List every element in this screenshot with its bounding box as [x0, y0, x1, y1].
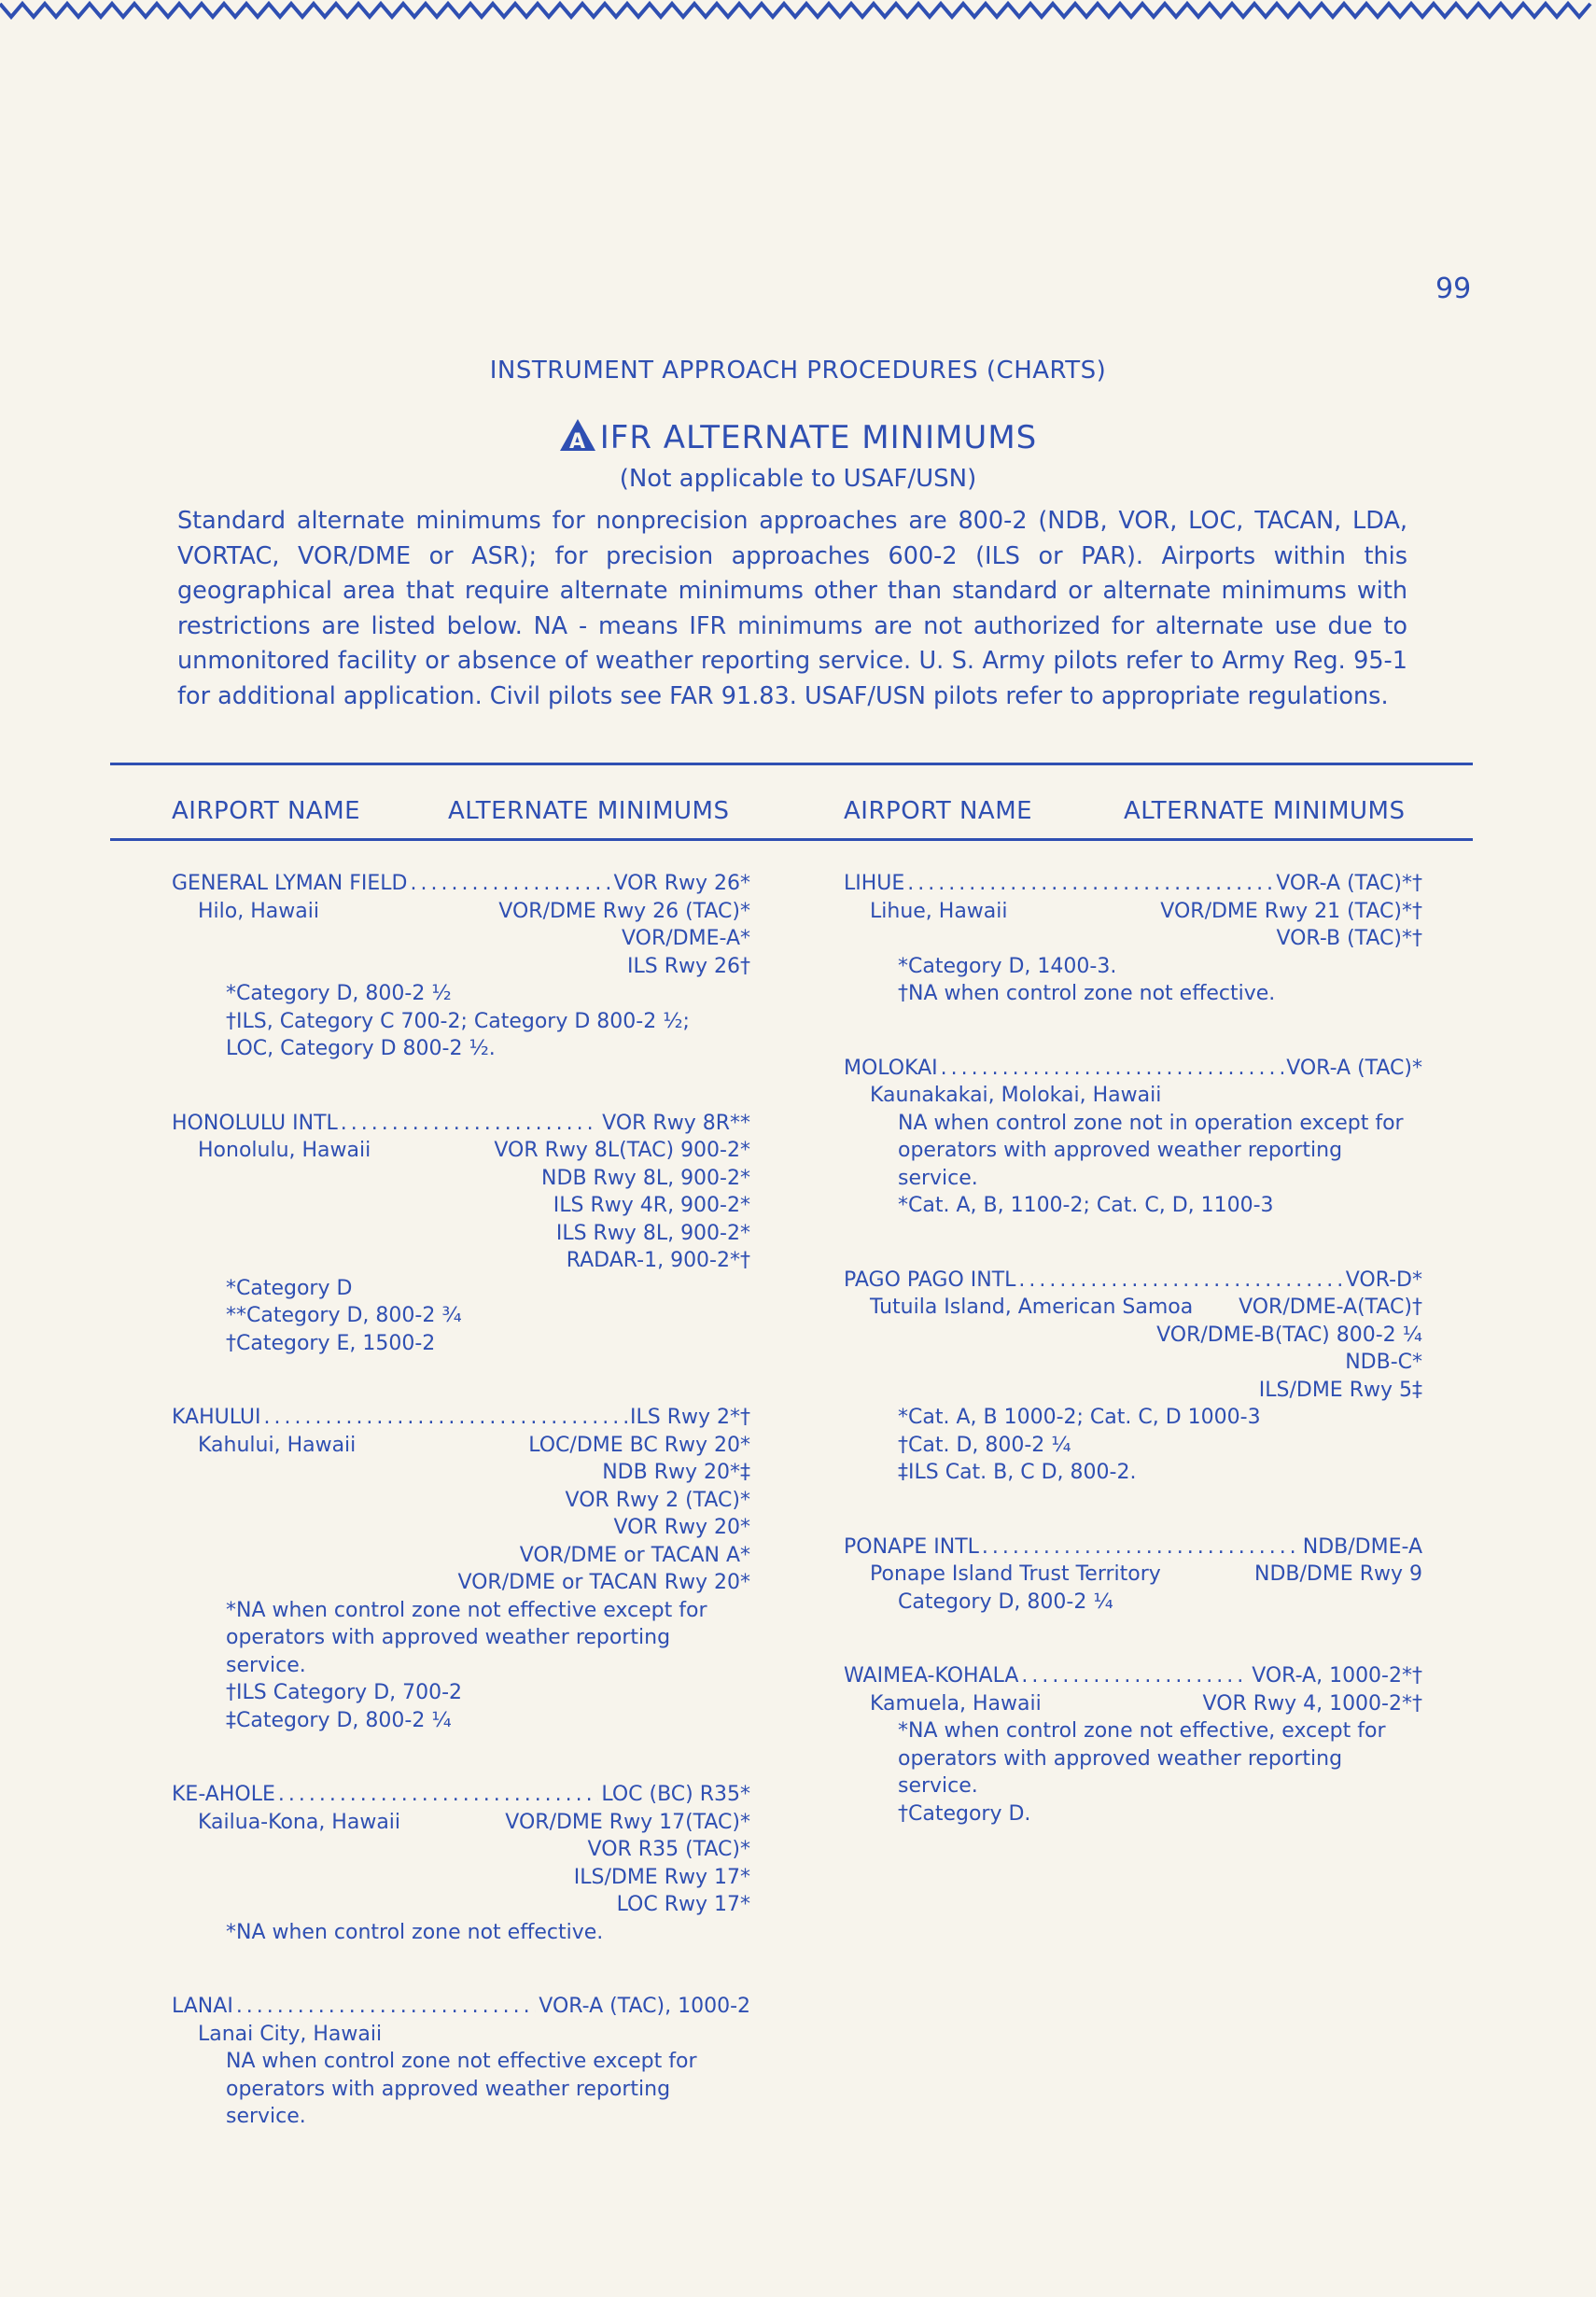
alternate-minimum: ILS Rwy 4R, 900-2*: [553, 1194, 750, 1217]
chart-section-heading: INSTRUMENT APPROACH PROCEDURES (CHARTS): [489, 357, 1107, 385]
airport-location: Honolulu, Hawaii: [198, 1139, 371, 1162]
airport-location: Kaunakakai, Molokai, Hawaii: [870, 1084, 1162, 1107]
alternate-minimum: VOR Rwy 20*: [613, 1516, 750, 1539]
right-column: [844, 870, 1422, 1874]
entry-note: *Cat. A, B, 1100-2; Cat. C, D, 1100-3: [898, 1194, 1274, 1217]
leader-dots: [236, 1993, 536, 2021]
airport-entry-lihue: [844, 870, 1422, 1008]
left-airport-name-header: AIRPORT NAME: [172, 797, 361, 825]
airport-name: PAGO PAGO INTL: [844, 1268, 1016, 1292]
entry-note: *NA when control zone not effective, except for operators with approved weather reporting service.: [898, 1719, 1386, 1798]
airport-location: Hilo, Hawaii: [198, 899, 319, 923]
entry-note: †Cat. D, 800-2 ¼: [898, 1433, 1071, 1457]
leader-dots: [941, 1055, 1284, 1083]
airport-entry-pago-pago-intl: [844, 1267, 1422, 1487]
airport-name: MOLOKAI: [844, 1056, 938, 1080]
airport-location: Kailua-Kona, Hawaii: [198, 1810, 401, 1834]
airport-entry-waimea-kohala: [844, 1662, 1422, 1828]
airport-entry-kahului: [172, 1404, 750, 1734]
alternate-minimum: VOR/DME-B(TAC) 800-2 ¼: [1156, 1323, 1422, 1347]
entry-note: *Cat. A, B 1000-2; Cat. C, D 1000-3: [898, 1406, 1261, 1429]
alternate-minimum: NDB Rwy 8L, 900-2*: [541, 1166, 750, 1190]
page-number: 99: [1435, 273, 1472, 305]
airport-name: LANAI: [172, 1995, 233, 2018]
alternate-minimums-triangle-icon: [559, 418, 596, 452]
entry-note: *Category D, 1400-3.: [898, 954, 1117, 978]
alternate-minimum: VOR/DME or TACAN Rwy 20*: [457, 1571, 750, 1594]
left-alternate-minimums-header: ALTERNATE MINIMUMS: [448, 797, 730, 825]
alternate-minimum: ILS Rwy 26†: [627, 954, 750, 978]
entry-note: *Category D, 800-2 ½: [226, 982, 452, 1005]
alternate-minimum: LOC Rwy 17*: [616, 1893, 750, 1916]
entry-note: †ILS, Category C 700-2; Category D 800-2 ½;: [226, 1009, 690, 1033]
leader-dots: [1021, 1662, 1249, 1690]
alternate-minimum: VOR-A, 1000-2*†: [1252, 1664, 1422, 1688]
alternate-minimum: VOR Rwy 26*: [613, 872, 750, 895]
airport-name: KE-AHOLE: [172, 1783, 275, 1806]
entry-note: ‡Category D, 800-2 ¼: [226, 1708, 452, 1732]
alternate-minimum: VOR/DME Rwy 26 (TAC)*: [498, 899, 750, 923]
entry-note: *Category D: [226, 1276, 353, 1300]
alternate-minimum: VOR-A (TAC)*: [1286, 1056, 1422, 1080]
header-rule-top: [110, 763, 1473, 765]
page-title: [0, 418, 1596, 456]
leader-dots: [982, 1534, 1300, 1562]
alternate-minimum: VOR-A (TAC), 1000-2: [539, 1995, 750, 2018]
page-title-text: IFR ALTERNATE MINIMUMS: [599, 419, 1038, 456]
alternate-minimum: NDB-C*: [1345, 1351, 1422, 1374]
entry-note: LOC, Category D 800-2 ½.: [226, 1037, 496, 1060]
triangle-letter: A: [568, 430, 586, 452]
alternate-minimum: VOR/DME Rwy 17(TAC)*: [505, 1810, 750, 1834]
alternate-minimum: ILS Rwy 8L, 900-2*: [555, 1221, 750, 1245]
airport-name: GENERAL LYMAN FIELD: [172, 872, 408, 895]
alternate-minimum: VOR-A (TAC)*†: [1276, 872, 1422, 895]
alternate-minimum: ILS/DME Rwy 5‡: [1258, 1378, 1422, 1402]
header-rule-bottom: [110, 838, 1473, 841]
alternate-minimum: VOR-D*: [1345, 1268, 1422, 1292]
airport-entry-general-lyman-field: [172, 870, 750, 1063]
airport-name: LIHUE: [844, 872, 905, 895]
left-column: [172, 870, 750, 2178]
entry-note: *NA when control zone not effective except for operators with approved weather reporting service.: [226, 1598, 707, 1677]
leader-dots: [278, 1781, 598, 1809]
airport-name: HONOLULU INTL: [172, 1111, 338, 1135]
airport-entry-lanai: [172, 1993, 750, 2131]
airport-location: Tutuila Island, American Samoa: [870, 1296, 1194, 1319]
leader-dots: [907, 870, 1273, 898]
alternate-minimum: RADAR-1, 900-2*†: [566, 1249, 750, 1272]
airport-name: KAHULUI: [172, 1406, 261, 1429]
alternate-minimum: NDB/DME Rwy 9: [1253, 1562, 1422, 1586]
alternate-minimum: LOC/DME BC Rwy 20*: [528, 1433, 750, 1457]
intro-paragraph: Standard alternate minimums for nonprecision approaches are 800-2 (NDB, VOR, LOC, TACAN, LDA, VORTAC, VOR/DME or ASR); for precision approaches 600-2 (ILS or PAR). Airports within this geographical area that require alternate minimums other than standard or alternate minimums with restrictions are listed below. NA - means IFR minimums are not authorized for alternate use due to unmonitored facility or absence of weather reporting service. U. S. Army pilots refer to Army Reg. 95-1 for additional application. Civil pilots see FAR 91.83. USAF/USN pilots refer to appropriate regulations.: [177, 507, 1407, 710]
entry-note: †Category E, 1500-2: [226, 1331, 436, 1355]
entry-note: Category D, 800-2 ¼: [898, 1590, 1113, 1614]
alternate-minimum: VOR/DME-A*: [621, 927, 750, 950]
alternate-minimum: VOR Rwy 8R**: [602, 1111, 750, 1135]
airport-name: PONAPE INTL: [844, 1534, 979, 1559]
entry-note: †NA when control zone not effective.: [898, 982, 1276, 1005]
alternate-minimum: NDB/DME-A: [1302, 1534, 1422, 1559]
alternate-minimum: VOR/DME-A(TAC)†: [1239, 1296, 1422, 1319]
alternate-minimum: VOR/DME or TACAN A*: [519, 1543, 750, 1567]
airport-location: Ponape Island Trust Territory: [870, 1562, 1161, 1586]
airport-entry-ke-ahole: [172, 1781, 750, 1946]
entry-note: **Category D, 800-2 ¾: [226, 1304, 462, 1327]
alternate-minimum: VOR Rwy 8L(TAC) 900-2*: [494, 1139, 750, 1162]
airport-location: Lanai City, Hawaii: [198, 2022, 383, 2046]
entry-note: †Category D.: [898, 1801, 1031, 1826]
alternate-minimum: LOC (BC) R35*: [601, 1783, 750, 1806]
entry-note: ‡ILS Cat. B, C D, 800-2.: [898, 1461, 1137, 1484]
entry-note: †ILS Category D, 700-2: [226, 1681, 463, 1704]
alternate-minimum: VOR/DME Rwy 21 (TAC)*†: [1160, 899, 1422, 923]
airport-name: WAIMEA-KOHALA: [844, 1664, 1019, 1688]
entry-note: NA when control zone not in operation except for operators with approved weather reporting service.: [898, 1111, 1404, 1190]
alternate-minimum: ILS Rwy 2*†: [630, 1406, 750, 1429]
page-subtitle: (Not applicable to USAF/USN): [619, 465, 977, 493]
zigzag-border: [0, 0, 1596, 24]
leader-dots: [341, 1110, 599, 1138]
alternate-minimum: VOR-B (TAC)*†: [1276, 927, 1422, 950]
leader-dots: [411, 870, 611, 898]
right-alternate-minimums-header: ALTERNATE MINIMUMS: [1124, 797, 1406, 825]
alternate-minimum: VOR R35 (TAC)*: [587, 1838, 750, 1861]
alternate-minimum: VOR Rwy 4, 1000-2*†: [1202, 1691, 1422, 1716]
airport-entry-honolulu-intl: [172, 1110, 750, 1358]
airport-entry-ponape-intl: [844, 1534, 1422, 1617]
airport-location: Kamuela, Hawaii: [870, 1691, 1042, 1716]
leader-dots: [1018, 1267, 1342, 1295]
airport-location: Kahului, Hawaii: [198, 1433, 357, 1457]
airport-location: Lihue, Hawaii: [870, 899, 1008, 923]
alternate-minimum: NDB Rwy 20*‡: [602, 1461, 750, 1484]
entry-note: *NA when control zone not effective.: [226, 1920, 604, 1944]
leader-dots: [264, 1404, 628, 1432]
right-airport-name-header: AIRPORT NAME: [844, 797, 1033, 825]
airport-entry-molokai: [844, 1055, 1422, 1220]
alternate-minimum: ILS/DME Rwy 17*: [573, 1865, 750, 1889]
alternate-minimum: VOR Rwy 2 (TAC)*: [565, 1488, 750, 1512]
entry-note: NA when control zone not effective except for operators with approved weather reporting service.: [226, 2050, 697, 2128]
